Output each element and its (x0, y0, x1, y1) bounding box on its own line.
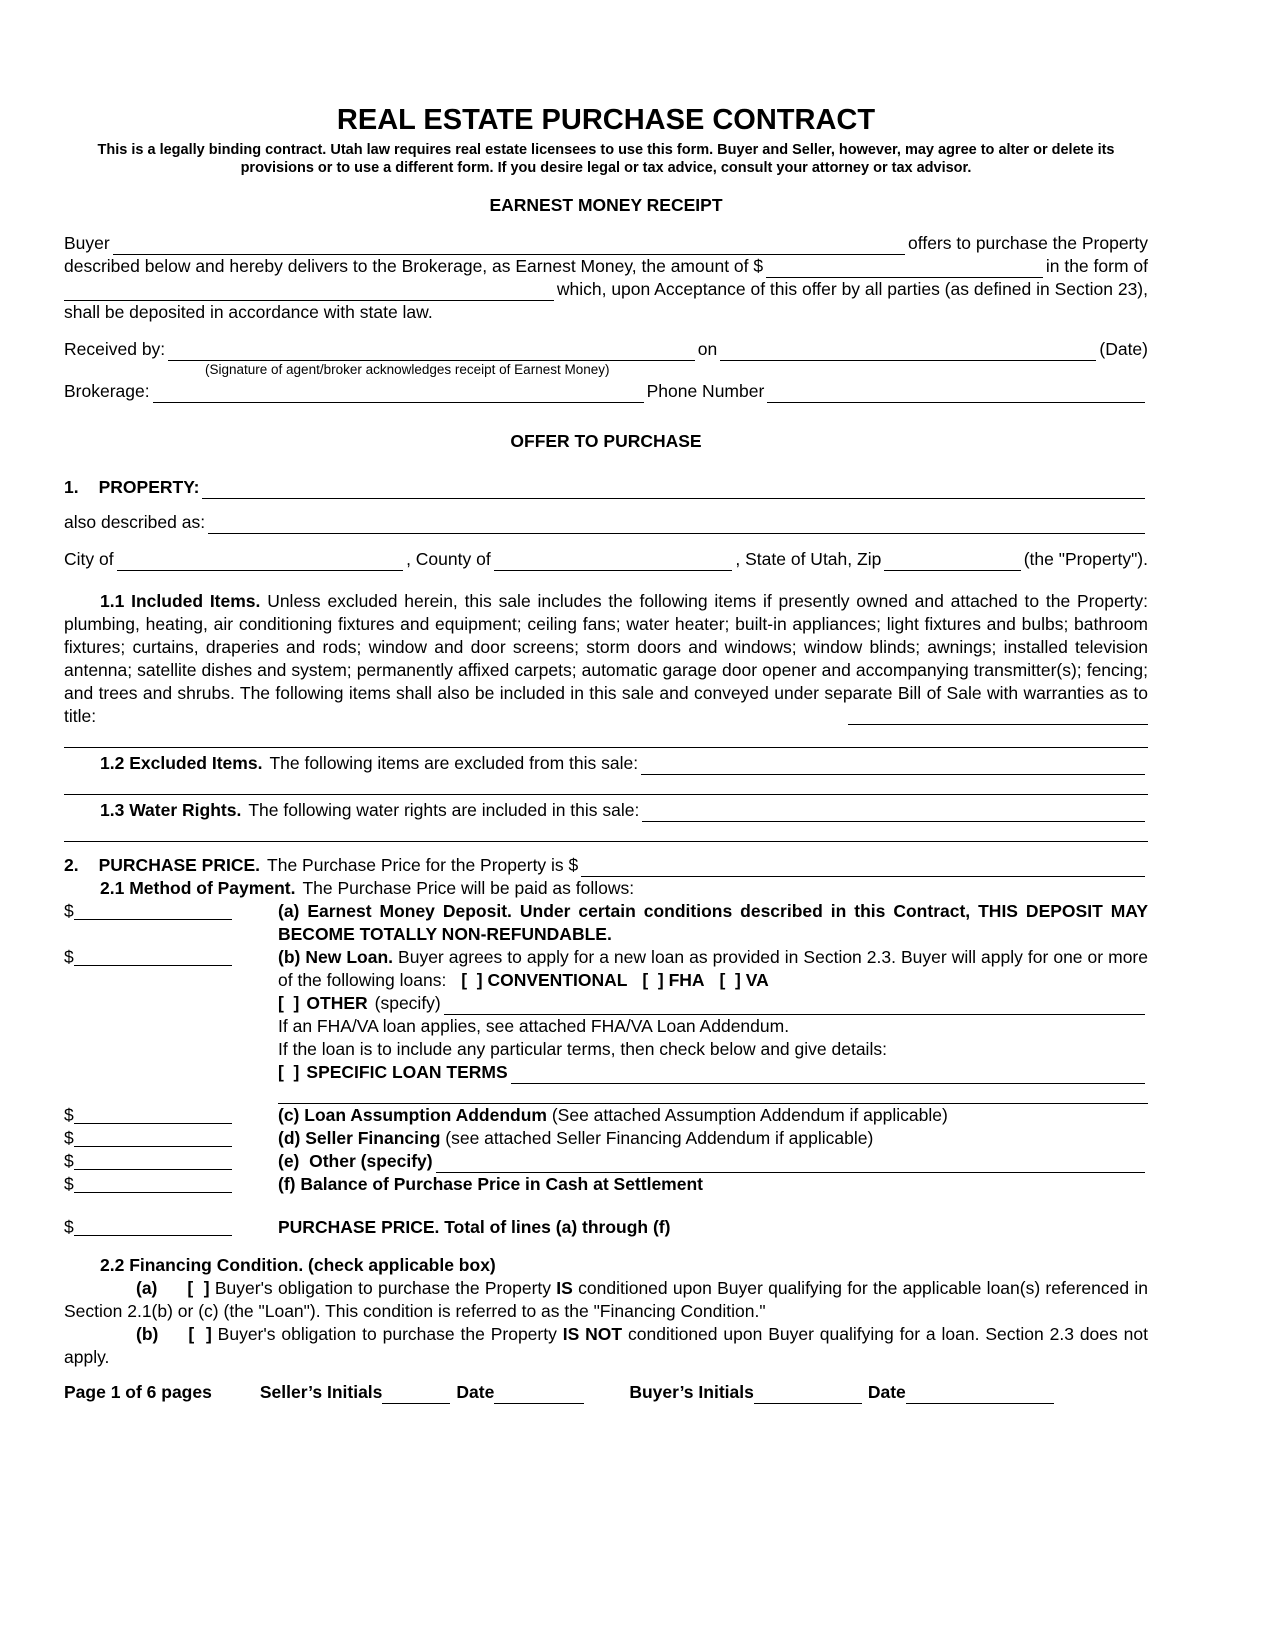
payment-row-a (64, 900, 1148, 946)
form-of-text: in the form of (1045, 256, 1148, 276)
earnest-amount-blank (766, 255, 1043, 278)
amount-b-blank (74, 952, 232, 966)
payment-row-c (64, 1104, 1148, 1127)
specific-loan-terms-blank-line (278, 1084, 1148, 1104)
new-loan-paragraph (278, 946, 1148, 992)
purchase-price-blank (581, 854, 1145, 877)
dollar-sign: $ (64, 1217, 74, 1237)
excluded-items-blank-line (64, 775, 1148, 795)
county-label: , County of (406, 549, 491, 569)
on-label: on (697, 339, 718, 359)
purchase-price-body: The Purchase Price for the Property is $ (267, 855, 579, 875)
city-blank (117, 548, 403, 571)
excluded-items-line (64, 752, 1148, 775)
financing-a-checkbox: [ ] (187, 1278, 210, 1298)
county-blank (494, 548, 733, 571)
page-footer (64, 1381, 1148, 1404)
balance-label: (f) Balance of Purchase Price in Cash at Settlement (278, 1174, 703, 1194)
balance-text (278, 1173, 1148, 1196)
option-a-number: (a) (136, 1278, 158, 1298)
property-description-blank (202, 476, 1145, 499)
new-loan-label: (b) New Loan. (278, 947, 394, 967)
state-zip-label: , State of Utah, Zip (735, 549, 882, 569)
property-paren-text: (the "Property"). (1023, 549, 1148, 569)
financing-option-a (64, 1277, 1148, 1323)
buyer-date-blank (906, 1381, 1054, 1404)
loan-assumption-label: (c) Loan Assumption Addendum (278, 1105, 547, 1125)
page-number-label: Page 1 of 6 pages (64, 1382, 212, 1402)
phone-number-blank (767, 380, 1145, 403)
total-row (64, 1216, 1148, 1239)
amount-a-cell (64, 900, 278, 946)
financing-condition-heading-text: 2.2 Financing Condition. (check applicable box) (100, 1255, 496, 1275)
offers-to-purchase-text: offers to purchase the Property (908, 233, 1148, 253)
brokerage-line (64, 380, 1148, 403)
total-label: PURCHASE PRICE. Total of lines (a) through (f) (278, 1217, 671, 1237)
new-loan-cell (278, 946, 1148, 1104)
method-of-payment-line (64, 877, 1148, 900)
other-payment-label: (e) Other (specify) (278, 1151, 433, 1171)
seller-initials-label: Seller’s Initials (259, 1382, 383, 1402)
financing-a-text2: conditioned upon Buyer qualifying for the applicable loan(s) referenced in Section 2.1(b) or (c) (the "Loan"). This condition is referred to as the "Financing Condition." (64, 1278, 1148, 1321)
seller-date-label: Date (456, 1382, 495, 1402)
total-text (278, 1216, 1148, 1239)
specific-loan-terms-checkbox: [ ] (278, 1062, 300, 1082)
seller-financing-body: (see attached Seller Financing Addendum if applicable) (445, 1128, 874, 1148)
included-items-body: Unless excluded herein, this sale includes the following items if presently owned and attached to the Property: plumbing, heating, air conditioning fixtures and equipment; ceiling fans; water heater; built-in appliances; light fixtures and bulbs; bathroom fixtures; curtains, draperies and rods; window and door screens; storm doors and windows; window blinds; awnings; installed television antenna; satellite dishes and system; permanently affixed carpets; automatic garage door opener and accompanying transmitter(s); fencing; and trees and shrubs. The following items shall also be included in this sale and conveyed under separate Bill of Sale with warranties as to title: (64, 591, 1148, 726)
payment-row-e (64, 1150, 1148, 1173)
dollar-sign: $ (64, 1151, 74, 1171)
fha-va-note: If an FHA/VA loan applies, see attached FHA/VA Loan Addendum. (278, 1016, 790, 1036)
water-rights-line (64, 799, 1148, 822)
property-label: PROPERTY: (98, 477, 200, 497)
specific-loan-terms-line (278, 1061, 1148, 1084)
other-payment-line (278, 1150, 1148, 1173)
amount-d-blank (74, 1133, 232, 1147)
financing-option-b (64, 1323, 1148, 1369)
seller-initials-blank (382, 1381, 450, 1404)
also-described-blank (208, 511, 1145, 534)
form-disclaimer: This is a legally binding contract. Utah law requires real estate licensees to use this form. Buyer and Seller, however, may agree to alter or delete its provisions or to use a different form. If you desire legal or tax advice, consult your attorney or tax advisor. (97, 142, 1115, 176)
financing-b-is-not: IS NOT (562, 1324, 623, 1344)
option-b-number: (b) (136, 1324, 159, 1344)
payment-form-line (64, 278, 1148, 301)
financing-b-text1: Buyer's obligation to purchase the Property (217, 1324, 557, 1344)
payment-row-b (64, 946, 1148, 1104)
section-1-number: 1. (64, 477, 79, 497)
method-of-payment-body: The Purchase Price will be paid as follows: (302, 878, 635, 898)
payment-row-d (64, 1127, 1148, 1150)
excluded-items-label: 1.2 Excluded Items. (100, 753, 263, 773)
va-checkbox: [ ] (719, 970, 741, 990)
delivers-text: described below and hereby delivers to the Brokerage, as Earnest Money, the amount of $ (64, 256, 764, 276)
financing-b-text2: conditioned upon Buyer qualifying for a loan. Section 2.3 does not apply. (64, 1324, 1148, 1367)
city-label: City of (64, 549, 114, 569)
water-rights-label: 1.3 Water Rights. (100, 800, 242, 820)
brokerage-label: Brokerage: (64, 381, 150, 401)
earnest-amount-line (64, 255, 1148, 278)
dollar-sign: $ (64, 1105, 74, 1125)
dollar-sign: $ (64, 947, 74, 967)
seller-date-blank (494, 1381, 584, 1404)
fha-checkbox: [ ] (642, 970, 664, 990)
payment-form-blank (64, 278, 554, 301)
other-loan-checkbox: [ ] (278, 993, 300, 1013)
dollar-sign: $ (64, 1174, 74, 1194)
included-items-blank (848, 711, 1148, 725)
offer-to-purchase-heading: OFFER TO PURCHASE (510, 431, 702, 451)
financing-a-is: IS (556, 1278, 573, 1298)
total-amount-cell (64, 1216, 278, 1239)
loan-terms-note: If the loan is to include any particular terms, then check below and give details: (278, 1039, 887, 1059)
earnest-money-receipt-heading: EARNEST MONEY RECEIPT (489, 195, 723, 215)
other-loan-blank (444, 992, 1145, 1015)
buyer-line (64, 232, 1148, 255)
new-loan-body: Buyer agrees to apply for a new loan as provided in Section 2.3. Buyer will apply for one or more of the following loans: (278, 947, 1148, 990)
receiving-signature-blank (168, 338, 695, 361)
va-label: VA (745, 970, 769, 990)
financing-condition-heading (64, 1254, 1148, 1277)
property-line (64, 476, 1148, 499)
deposited-text: shall be deposited in accordance with state law. (64, 302, 433, 322)
excluded-items-blank (641, 752, 1145, 775)
signature-note: (Signature of agent/broker acknowledges receipt of Earnest Money) (205, 362, 610, 377)
amount-f-blank (74, 1179, 232, 1193)
other-specify-label: (specify) (374, 993, 441, 1013)
fha-label: FHA (668, 970, 705, 990)
water-rights-blank (642, 799, 1145, 822)
acceptance-text: which, upon Acceptance of this offer by all parties (as defined in Section 23), (556, 279, 1148, 299)
buyer-date-label: Date (867, 1382, 906, 1402)
date-label: (Date) (1099, 339, 1148, 359)
purchase-price-label: PURCHASE PRICE. (98, 855, 261, 875)
included-items-blank-line (64, 728, 1148, 748)
amount-c-cell (64, 1104, 278, 1127)
also-described-label: also described as: (64, 512, 206, 532)
also-described-line (64, 511, 1148, 534)
other-loan-line (278, 992, 1148, 1015)
seller-financing-label: (d) Seller Financing (278, 1128, 441, 1148)
amount-e-cell (64, 1150, 278, 1173)
section-2-number: 2. (64, 855, 79, 875)
conventional-checkbox: [ ] (461, 970, 483, 990)
buyer-label: Buyer (64, 233, 110, 253)
zip-blank (884, 548, 1020, 571)
financing-a-text1: Buyer's obligation to purchase the Property (214, 1278, 552, 1298)
financing-b-checkbox: [ ] (188, 1324, 212, 1344)
dollar-sign: $ (64, 901, 74, 921)
conventional-label: CONVENTIONAL (487, 970, 628, 990)
amount-f-cell (64, 1173, 278, 1196)
specific-loan-terms-blank (511, 1061, 1145, 1084)
payment-row-f (64, 1173, 1148, 1196)
received-by-line (64, 338, 1148, 361)
buyer-name-blank (113, 232, 905, 255)
city-line (64, 548, 1148, 571)
dollar-sign: $ (64, 1128, 74, 1148)
specific-loan-terms-label: SPECIFIC LOAN TERMS (306, 1062, 508, 1082)
received-by-label: Received by: (64, 339, 166, 359)
amount-e-blank (74, 1156, 232, 1170)
included-items-label: 1.1 Included Items. (100, 591, 261, 611)
amount-a-blank (74, 906, 232, 920)
buyer-initials-blank (754, 1381, 862, 1404)
amount-b-cell (64, 946, 278, 1104)
phone-number-label: Phone Number (646, 381, 765, 401)
method-of-payment-label: 2.1 Method of Payment. (100, 878, 296, 898)
form-title: REAL ESTATE PURCHASE CONTRACT (336, 104, 876, 136)
other-payment-blank (436, 1150, 1145, 1173)
purchase-price-line (64, 854, 1148, 877)
loan-assumption-text (278, 1104, 1148, 1127)
brokerage-name-blank (153, 380, 644, 403)
total-amount-blank (74, 1222, 232, 1236)
received-date-blank (720, 338, 1096, 361)
amount-c-blank (74, 1110, 232, 1124)
excluded-items-body: The following items are excluded from this sale: (269, 753, 639, 773)
water-rights-blank-line (64, 822, 1148, 842)
included-items-paragraph (64, 590, 1148, 728)
amount-d-cell (64, 1127, 278, 1150)
water-rights-body: The following water rights are included in this sale: (248, 800, 640, 820)
buyer-initials-label: Buyer’s Initials (629, 1382, 754, 1402)
other-loan-label: OTHER (306, 993, 368, 1013)
earnest-money-deposit-text: (a) Earnest Money Deposit. Under certain conditions described in this Contract, THIS DEPOSIT MAY BECOME TOTALLY NON-REFUNDABLE. (278, 901, 1148, 944)
seller-financing-text (278, 1127, 1148, 1150)
loan-assumption-body: (See attached Assumption Addendum if applicable) (551, 1105, 948, 1125)
